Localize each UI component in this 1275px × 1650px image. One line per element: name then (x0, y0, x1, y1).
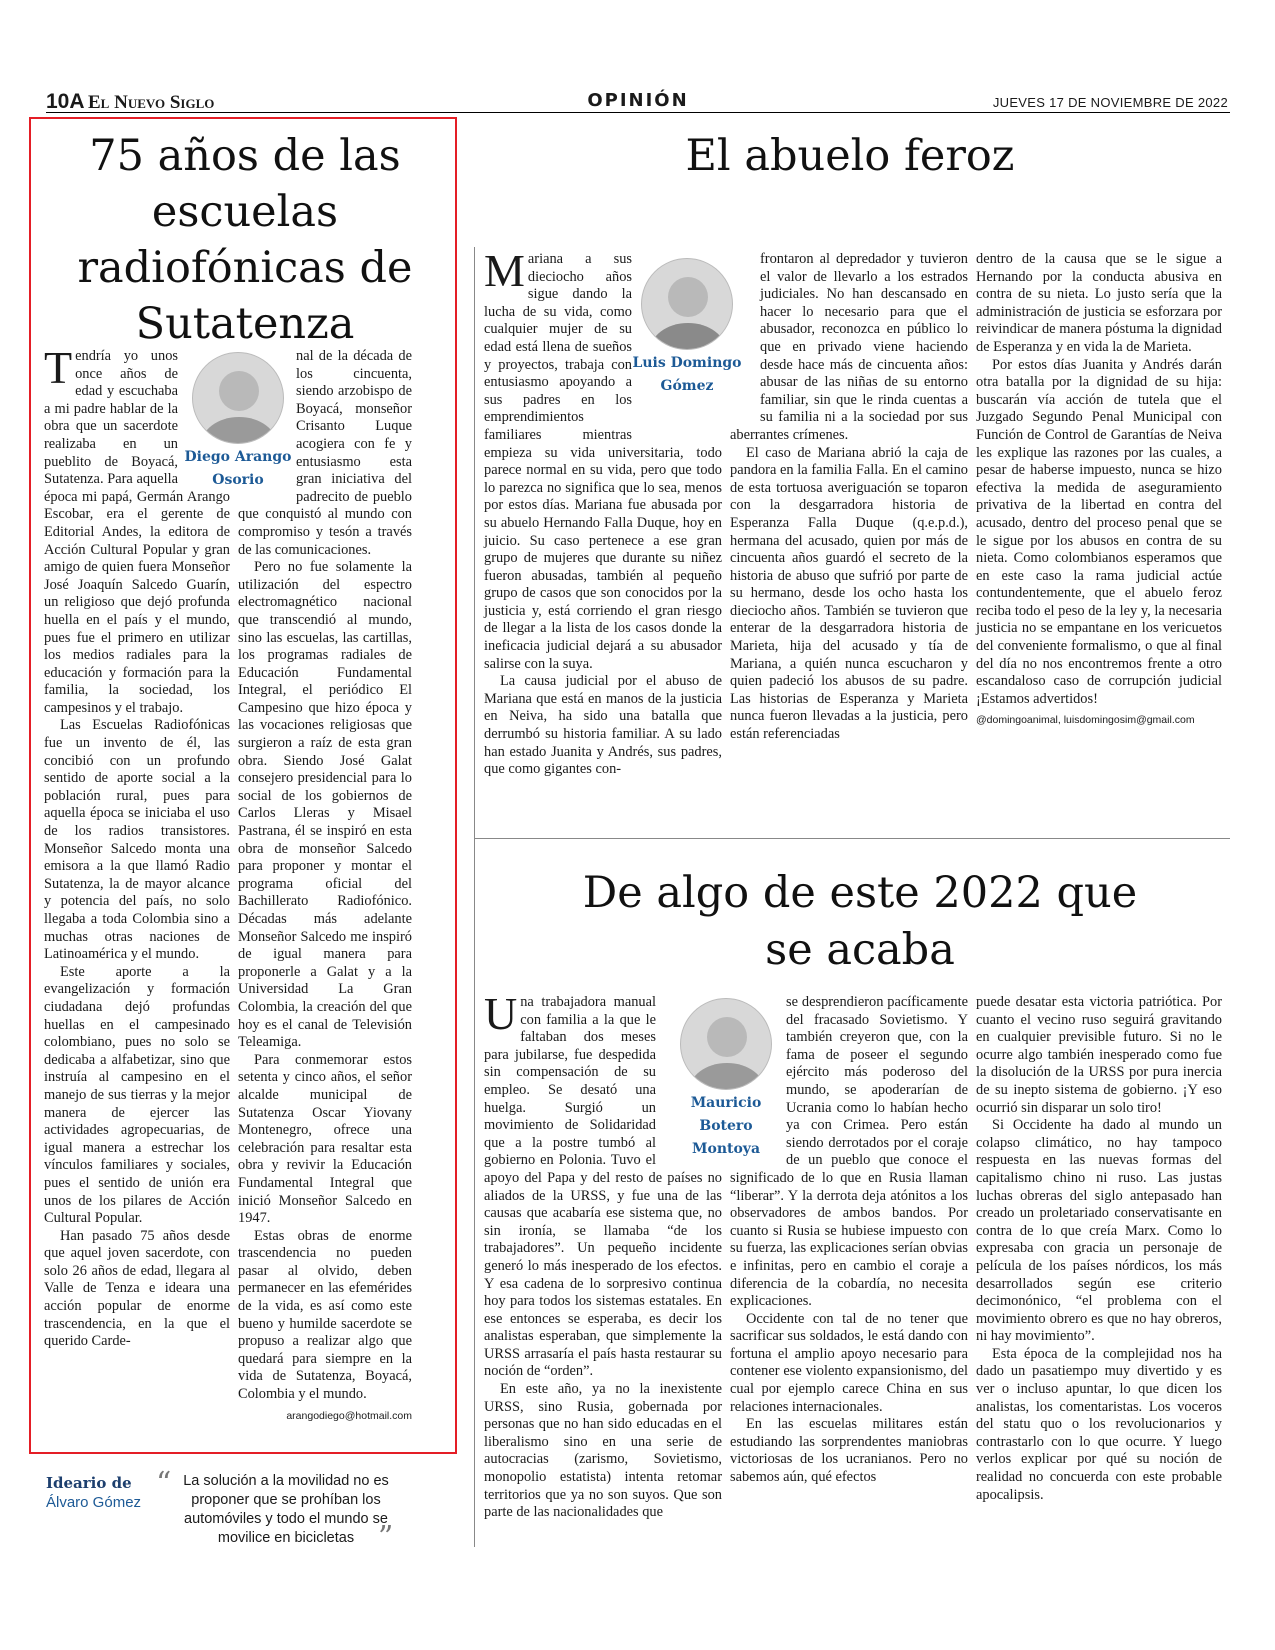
article2-paragraph: La causa judicial por el abuso de Mariana que está en manos de la justicia en Neiva, ha sido una batalla que derrumbó su historia familiar. A su lado han estado Juanita y Andrés, sus padres, que como gigantes con- (484, 673, 722, 778)
ideario-author: Álvaro Gómez (46, 1494, 142, 1511)
author-email: @domingoanimal, luisdomingosim@gmail.com (976, 714, 1195, 727)
page-number: 10A (46, 90, 85, 113)
article3-paragraph: Esta época de la complejidad nos ha dado un pasatiempo muy divertido y es ver o incluso apuntar, lo que dicen los analistas, los comentaristas. Los voceros del statu quo o los revolucionarios y contrastarlo con lo que ocurre. Y luego verlos explicar por qué su noción de realidad no concuerda con este probable apocalipsis. (976, 1345, 1222, 1503)
page-header (46, 90, 1230, 118)
article3-paragraph: Si Occidente ha dado al mundo un colapso climático, no hay tampoco respuesta en las nuevas formas del capitalismo chino ni ruso. Las justas luchas obreras del siglo antepasado han creado un proletariado conservatisante en contra de lo que creía Marx. Como lo expresaba con gracia un personaje de película de los países nórdicos, los más desarrollados según ese criterio decimonónico, “el problema con el movimiento obrero es que no hay obreros, ni hay movimiento”. (976, 1117, 1222, 1345)
dropcap: U (484, 988, 518, 1039)
author-name-line1: Diego Arango (184, 449, 292, 465)
article2-column-3 (976, 251, 1222, 730)
ideario-quote: La solución a la movilidad no es proponer que se prohíban los automóviles y todo el mundo se movilice en bicicletas (183, 1473, 389, 1546)
ideario-label: Ideario de (46, 1474, 132, 1492)
publication-date: JUEVES 17 DE NOVIEMBRE DE 2022 (992, 95, 1228, 110)
article2-column-2 (730, 251, 968, 744)
author-email: arangodiego@hotmail.com (286, 1409, 412, 1422)
article3-paragraph: puede desatar esta victoria patriótica. Por cuanto el vecino ruso seguirá gravitando en cualquier previsible futuro. Si no le ocurre algo también inesperado como fue la disolución de la URSS por pura inercia de su inepto sistema de gobierno. ¡Y eso ocurrió sin disparar un solo tiro! (976, 994, 1222, 1116)
article1-paragraph: endría yo unos once años de edad y escuchaba a mi padre hablar de la obra que un sacerdote realizaba en un pueblito de Boyacá, Sutatenza. Para aquella época mi papá, Germán Arango Escobar, era el gerente de Editorial Andes, la editora de Acción Cultural Popular y gran amigo de quien fuera Monseñor José Joaquín Salcedo Guarín, un religioso que dejó profunda huella en el país y el mundo, pues fue el primero en utilizar los medios radiales para la educación y formación para la familia, la sociedad, los campesinos y el trabajo. (44, 348, 230, 716)
header-divider (46, 112, 1230, 113)
article3-column-3 (976, 994, 1222, 1504)
article1-paragraph: Para conmemorar estos setenta y cinco años, el señor alcalde municipal de Sutatenza Oscar Yiovany Montenegro, ofrece una celebración para resaltar esta obra y revivir la Educación Fundamental Integral que inició Monseñor Salcedo en 1947. (238, 1051, 412, 1227)
article2-paragraph: frontaron al depredador y tuvieron el valor de llevarlo a los estrados judiciales. No han descansado en hacer lo necesario para que el abusador, reconozca en público lo que en privado viene haciendo desde hace más de cincuenta años: abusar de las niñas de su entorno familiar, sin que le rinda cuentas a su familia ni a la sociedad por sus aberrantes crímenes. (730, 251, 968, 443)
article3-paragraph: En este año, ya no la inexistente URSS, sino Rusia, gobernada por personas que no han sido educadas en el liberalismo sino en una serie de autocracias (zarismo, Sovietismo, monopolio estatista) intenta retomar territorios que ya no son suyos. Que son parte de las nacionalidades que (484, 1381, 722, 1521)
article1-paragraph: nal de la década de los cincuenta, siendo arzobispo de Boyacá, monseñor Crisanto Luque acogiera con fe y entusiasmo esta gran iniciativa del padrecito de pueblo que conquistó al mundo con compromiso y tesón a través de las comunicaciones. (238, 348, 412, 558)
article1-column-2 (238, 348, 412, 1425)
article1-headline: 75 años de las escuelas radiofónicas de Sutatenza (77, 131, 413, 349)
article3-headline: De algo de este 2022 que se acaba (582, 868, 1138, 975)
article1-paragraph: Este aporte a la evangelización y formación ciudadana dejó profundas huellas en el campesinado colombiano, pues no solo se dedicaba a alfabetizar, sino que instruía al campesino en el manejo de sus tierras y la mejor manera de ejercer las actividades agropecuarias, de igual manera a estrechar los vínculos familiares y sociales, pues el sentido de unión era unos de los pilares de Acción Cultural Popular. (44, 963, 230, 1227)
author-name-line1: Luis Domingo (632, 355, 742, 371)
article2-headline: El abuelo feroz (685, 131, 1015, 181)
article3-paragraph: na trabajadora manual con familia a la que le faltaban dos meses para jubilarse, fue despedida sin compensación de su empleo. Se desató una huelga. Surgió un movimiento de Solidaridad que a la postre tumbó al gobierno en Polonia. Tuvo el apoyo del Papa y del resto de países no aliados de la URSS, y fue una de las causas que acabaría ese sistema que, no sin ironía, se llamaba “de los trabajadores”. Un pequeño incidente generó lo más inesperado de los efectos. Y esa cadena de lo sorpresivo continua hoy para todos los sistemas estatales. En ese entonces se esperaba, es decir los analistas esperaban, que simplemente la URSS arrasaría el país hasta restaurar su noción de “orden”. (484, 994, 722, 1380)
article2-column-1 (484, 245, 722, 779)
article3-paragraph: Occidente con tal de no tener que sacrificar sus soldados, le está dando con fortuna el amplio apoyo necesario para contener ese violento expansionismo, del cual por ejemplo carece China en sus relaciones internacionales. (730, 1310, 968, 1415)
author-name-line2: Gómez (660, 378, 714, 394)
article1-paragraph: Han pasado 75 años desde que aquel joven sacerdote, con solo 26 años de edad, llegara al Valle de Tenza e ideara una acción popular de enorme trascendencia, en la que el querido Carde- (44, 1227, 230, 1350)
article3-column-2 (730, 994, 968, 1487)
article3-paragraph: se desprendieron pacíficamente del fracasado Sovietismo. Y también creyeron que, con la fama de poseer el segundo ejército más poderoso del mundo, se apoderarían de Ucrania como lo habían hecho ya con Crimea. Pero están siendo derrotados por el coraje de un pueblo que conoce el significado de lo que en Rusia llaman “liberar”. Y la derrota deja atónitos a los observadores de ambos bandos. Por cuanto si Rusia se hubiese impuesto con su fuerza, las explicaciones serían obvias e infinitas, pero en cambio el coraje a diferencia de la cobardía, no necesita explicaciones. (730, 994, 968, 1310)
author-name-line2: Osorio (212, 472, 264, 488)
article1-paragraph: Pero no fue solamente la utilización del espectro electromagnético nacional que transcendió al mundo, sino las escuelas, las cartillas, los programas radiales de Educación Fundamental Integral, el periódico El Campesino que hizo época y las vocaciones religiosas que surgieron a raíz de esta gran obra. Siendo José Galat consejero presidencial para lo social de los gobiernos de Carlos Lleras y Misael Pastrana, él se inspiró en esta obra de monseñor Salcedo para proponer y montar el programa oficial del Bachillerato Radiofónico. Décadas más adelante Monseñor Salcedo me inspiró de igual manera para proponerle a Galat y a la Universidad La Gran Colombia, la creación del que hoy es el canal de Televisión Teleamiga. (238, 559, 412, 1051)
article3-paragraph: En las escuelas militares están estudiando las sorprendentes maniobras victoriosas de los ucranianos. Pero no sabemos aún, qué efectos (730, 1416, 968, 1486)
article2-paragraph: Por estos días Juanita y Andrés darán otra batalla por la dignidad de su hija: buscarán vía acción de tutela que el Juzgado Segundo Penal Municipal con Función de Control de Garantías de Neiva les explique las razones por las cuales, a pesar de haberse impuesto, nunca se hizo efectiva la medida de aseguramiento privativa de la libertad en contra del acusado, dentro del proceso penal que se le sigue por los abusos en contra de su nieta. Como colombianos esperamos que en este caso la rama judicial actúe contundentemente, que el abuelo feroz reciba todo el peso de la ley y, la necesaria justicia no se empantane en los vericuetos del conveniente formalismo, o que al final del día no nos encontremos frente a otro escandaloso caso de corrupción judicial ¡Estamos advertidos! (976, 356, 1222, 707)
dropcap: T (44, 342, 73, 393)
article2-paragraph: ariana a sus dieciocho años sigue dando la lucha de su vida, como cualquier mujer de su edad está llena de sueños y proyectos, trabaja con entusiasmo apoyando a sus padres en los emprendimientos familiares mientras empieza su vida universitaria, todo parece normal en su vida, pero que todo lo parezca no significa que lo sea, menos por estos días. Mariana fue abusada por su abuelo Hernando Falla Duque, hoy en juicio. Su caso pertenece a ese gran grupo de mujeres que durante su niñez fueron abusadas, también al pequeño grupo de casos que son conocidos por la justicia y, está corriendo el gran riesgo de llegar a la lista de los casos donde la ineficacia judicial dejará a su abusador salirse con la suya. (484, 251, 722, 672)
article1-column-1 (44, 342, 230, 1351)
article-divider-horizontal (474, 838, 1230, 839)
dropcap: M (484, 245, 525, 296)
ideario-box (46, 1466, 446, 1555)
newspaper-name: El Nuevo Siglo (88, 92, 215, 113)
article1-paragraph: Estas obras de enorme trascendencia no pueden pasar al olvido, deben permanecer en las efemérides de la vida, es así como este bueno y humilde sacerdote se propuso a realizar algo que quedará para siempre en la vida de Sutatenza, Boyacá, Colombia y el mundo. (238, 1227, 412, 1403)
close-quote-icon: ” (378, 1520, 394, 1555)
article3-column-1 (484, 988, 722, 1522)
article1-paragraph: Las Escuelas Radiofónicas fue un invento de él, las concibió con un profundo sentido de aporte social a la población rural, pues para aquella época se iniciaba el uso de los radios transistores. Monseñor Salcedo monta una emisora a la que llamó Radio Sutatenza, la de mayor alcance y potencia del país, no solo llegaba a toda Colombia sino a muchas otras naciones de Latinoamérica y el mundo. (44, 717, 230, 963)
open-quote-icon: “ (156, 1466, 172, 1501)
section-title: OPINIÓN (587, 90, 689, 111)
article2-paragraph: El caso de Mariana abrió la caja de pandora en la familia Falla. En el camino de esta tortuosa averiguación se toparon con la desgarradora historia de Esperanza Falla Duque (q.e.p.d.), hermana del acusado, quien por más de cincuenta años guardó el secreto de la historia de abuso que sufrió por parte de su hermano, desde los ocho hasta los dieciocho años. También se tuvieron que enterar de la desgarradora historia de Marieta, hija del acusado y tía de Mariana, a quién nunca escucharon y quien padeció los abusos de su padre. Las historias de Esperanza y Marieta nunca fueron llevadas a la justicia, pero están referenciadas (730, 444, 968, 743)
column-divider-vertical (474, 247, 475, 1547)
article2-paragraph: dentro de la causa que se le sigue a Hernando por la conducta abusiva en contra de su nieta. Lo justo sería que la administración de justicia se esforzara por reivindicar de manera póstuma la dignidad de Esperanza y en vida la de Marieta. (976, 251, 1222, 355)
author-name-line2: Botero (699, 1118, 753, 1134)
author-name-line3: Montoya (691, 1141, 761, 1157)
author-name-line1: Mauricio (690, 1095, 762, 1111)
